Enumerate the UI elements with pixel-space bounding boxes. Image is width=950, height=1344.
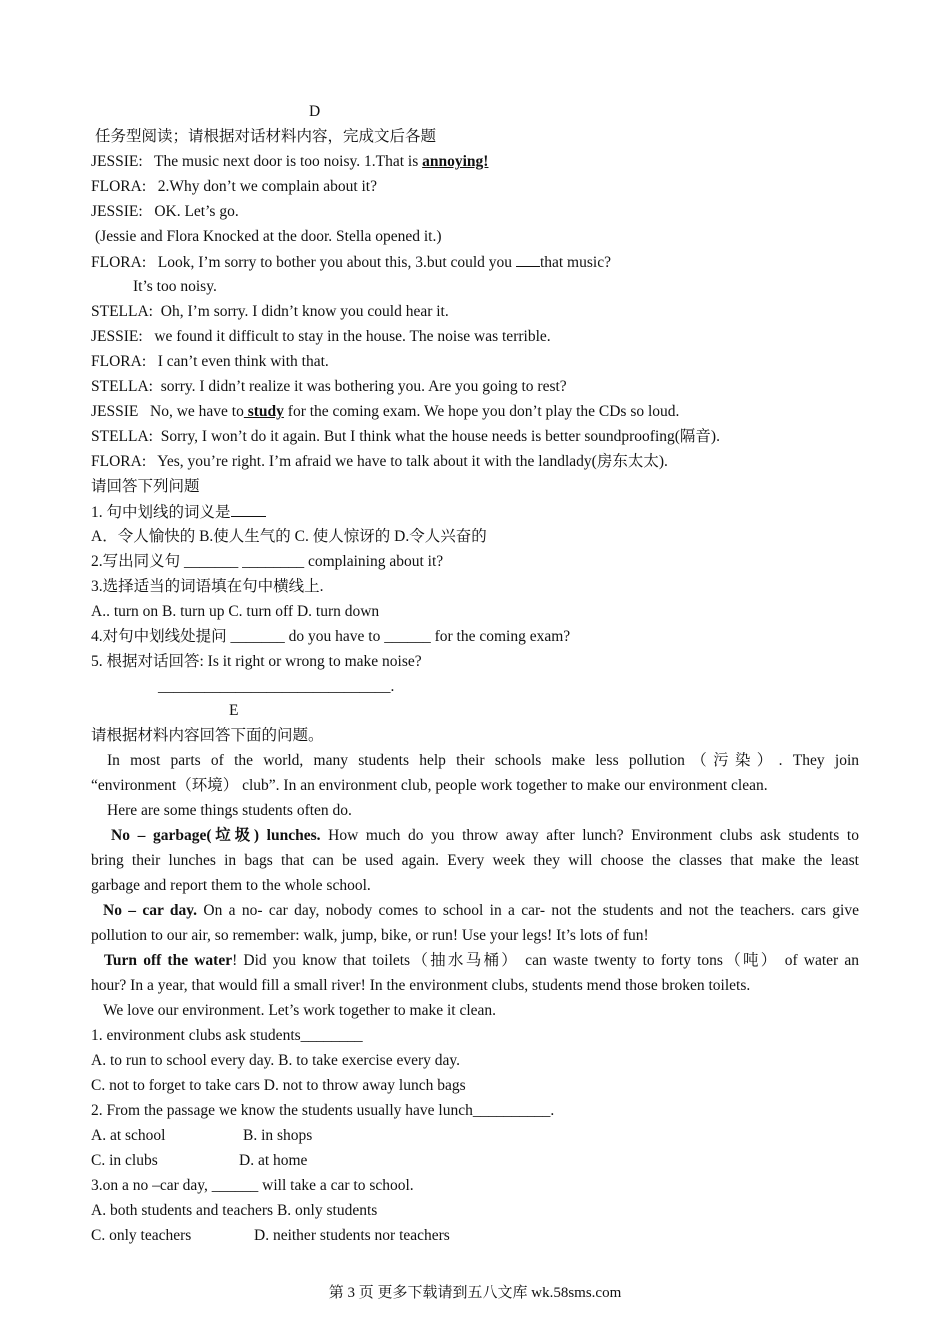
question-d1-options: A．令人愉快的 B.使人生气的 C. 使人惊讶的 D.令人兴奋的: [91, 528, 487, 545]
underlined-word-study: study: [243, 403, 284, 420]
dialogue-line-12: [91, 452, 668, 472]
passage-p3-line3: garbage and report them to the whole school.: [91, 877, 371, 894]
speaker: JESSIE:: [91, 203, 143, 220]
passage-p4-line2: pollution to our air, so remember: walk, jump, bike, or run! Use your legs! It’s lots of fun!: [91, 927, 649, 944]
question-d1: [91, 502, 266, 523]
dialogue-line-9: [91, 377, 567, 397]
section-d-instruction: 任务型阅读；请根据对话材料内容，完成文后各题: [95, 128, 437, 145]
question-d5-answer-line: ______________________________.: [158, 678, 395, 695]
line-text: we found it difficult to stay in the house. The noise was terrible.: [154, 328, 551, 345]
question-e3: 3.on a no –car day, ______ will take a car to school.: [91, 1177, 414, 1194]
heading-no-garbage-lunches: No – garbage(垃圾) lunches.: [111, 827, 321, 844]
underlined-word-annoying: annoying!: [422, 153, 489, 170]
passage-text: On a no- car day, nobody comes to school in a car- not the students and not the teachers. cars give: [197, 902, 859, 919]
passage-p1-line2: “environment（环境） club”. In an environment club, people work together to make our environment clean.: [91, 777, 768, 794]
passage-p1-line1: [91, 751, 859, 771]
question-d3: 3.选择适当的词语填在句中横线上.: [91, 578, 324, 595]
line-text: sorry. I didn’t realize it was bothering you. Are you going to rest?: [160, 378, 567, 395]
speaker: FLORA:: [91, 453, 147, 470]
dialogue-line-10: [91, 402, 679, 422]
passage-text: In most parts of the world, many students help their schools make less pollution（污染）. They join: [107, 752, 859, 769]
question-e2-option-c: C. in clubs: [91, 1152, 158, 1169]
line-text: Look, I’m sorry to bother you about this, 3.but could you: [157, 254, 516, 271]
question-e3-option-c: C. only teachers: [91, 1227, 192, 1244]
question-e2: 2. From the passage we know the students usually have lunch__________.: [91, 1102, 555, 1119]
question-e1-options-ab: A. to run to school every day. B. to take exercise every day.: [91, 1052, 461, 1069]
line-text: that music?: [539, 254, 611, 271]
speaker: FLORA:: [91, 353, 147, 370]
question-e2-option-b: B. in shops: [243, 1127, 313, 1144]
line-text: Oh, I’m sorry. I didn’t know you could hear it.: [160, 303, 449, 320]
question-d2: 2.写出同义句 _______ ________ complaining about it?: [91, 553, 444, 570]
question-e1: 1. environment clubs ask students________: [91, 1027, 363, 1044]
section-e-letter: E: [229, 702, 239, 719]
question-text: 1. 句中划线的词义是: [91, 504, 231, 521]
line-text: 2.Why don’t we complain about it?: [157, 178, 377, 195]
passage-p5-line1: [91, 951, 859, 971]
dialogue-line-3: [91, 202, 239, 222]
dialogue-line-11: [91, 427, 720, 447]
question-e3-options-ab: A. both students and teachers B. only students: [91, 1202, 378, 1219]
question-e2-option-a: A. at school: [91, 1127, 166, 1144]
line-text: No, we have to: [150, 403, 244, 420]
line-text: OK. Let’s go.: [154, 203, 239, 220]
speaker: JESSIE: [91, 403, 139, 420]
speaker: FLORA:: [91, 178, 147, 195]
speaker: JESSIE:: [91, 153, 143, 170]
dialogue-line-7: [91, 327, 551, 347]
passage-p6: We love our environment. Let’s work together to make it clean.: [103, 1002, 497, 1019]
passage-p3-line1: [91, 826, 859, 846]
dialogue-line-1: [91, 152, 488, 172]
passage-p4-line1: [91, 901, 859, 921]
question-d5: 5. 根据对话回答: Is it right or wrong to make noise?: [91, 653, 422, 670]
line-text: Sorry, I won’t do it again. But I think what the house needs is better soundproofing(隔音).: [160, 428, 720, 445]
line-text: I can’t even think with that.: [157, 353, 329, 370]
line-text: for the coming exam. We hope you don’t play the CDs so loud.: [283, 403, 680, 420]
line-text: The music next door is too noisy. 1.That is: [154, 153, 423, 170]
dialogue-line-6: [91, 302, 449, 322]
section-e-instruction: 请根据材料内容回答下面的问题。: [91, 727, 324, 744]
question-e1-options-cd: C. not to forget to take cars D. not to throw away lunch bags: [91, 1077, 466, 1094]
dialogue-line-2: [91, 177, 377, 197]
dialogue-line-5-continuation: It’s too noisy.: [133, 278, 217, 295]
question-e3-option-d: D. neither students nor teachers: [254, 1227, 450, 1244]
passage-p5-line2: hour? In a year, that would fill a small river! In the environment clubs, students mend those broken toilets.: [91, 977, 751, 994]
passage-p3-line2: bring their lunches in bags that can be used again. Every week they will choose the classes that make the least: [91, 852, 859, 869]
passage-p2: Here are some things students often do.: [107, 802, 352, 819]
dialogue-line-5: [91, 252, 611, 273]
speaker: FLORA:: [91, 254, 147, 271]
speaker: STELLA:: [91, 378, 153, 395]
speaker: STELLA:: [91, 303, 153, 320]
speaker: STELLA:: [91, 428, 153, 445]
speaker: JESSIE:: [91, 328, 143, 345]
passage-text: How much do you throw away after lunch? Environment clubs ask students to: [320, 827, 859, 844]
passage-text: ! Did you know that toilets（抽水马桶） can waste twenty to forty tons（吨） of water an: [232, 952, 859, 969]
page-footer: 第 3 页 更多下载请到五八文库 wk.58sms.com: [328, 1285, 622, 1301]
questions-heading: 请回答下列问题: [91, 478, 200, 495]
question-d4: 4.对句中划线处提问 _______ do you have to ______ for the coming exam?: [91, 628, 571, 645]
dialogue-line-8: [91, 352, 329, 372]
section-d-letter: D: [309, 103, 321, 120]
answer-blank: [231, 502, 266, 517]
question-e2-option-d: D. at home: [239, 1152, 308, 1169]
line-text: Yes, you’re right. I’m afraid we have to talk about it with the landlady(房东太太).: [157, 453, 668, 470]
question-d3-options: A.. turn on B. turn up C. turn off D. turn down: [91, 603, 380, 620]
answer-blank: [516, 252, 540, 267]
dialogue-stage-direction: (Jessie and Flora Knocked at the door. Stella opened it.): [95, 228, 442, 245]
heading-no-car-day: No – car day.: [103, 902, 198, 919]
heading-turn-off-the-water: Turn off the water: [104, 952, 233, 969]
